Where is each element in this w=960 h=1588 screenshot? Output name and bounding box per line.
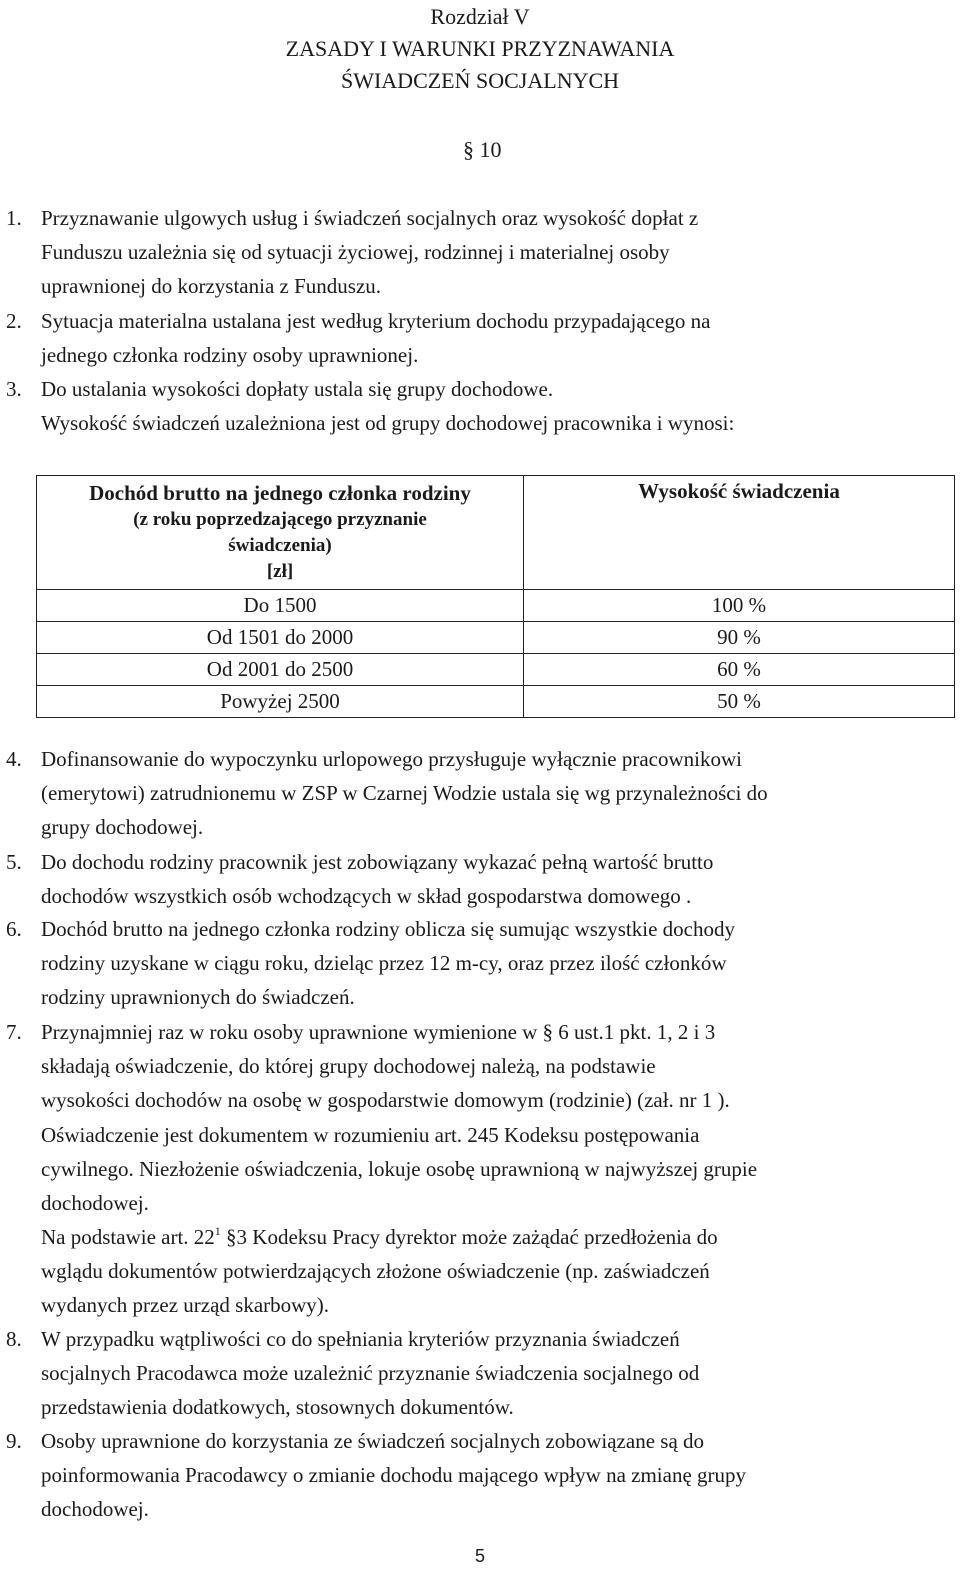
item-number: 4. <box>6 747 22 771</box>
item-text-line: Oświadczenie jest dokumentem w rozumieniu art. 245 Kodeksu postępowania <box>41 1122 700 1147</box>
list-item <box>41 304 946 372</box>
chapter-subtitle-line1: ZASADY I WARUNKI PRZYZNAWANIA <box>285 36 675 61</box>
item-text-line: Przyznawanie ulgowych usług i świadczeń socjalnych oraz wysokość dopłat z <box>41 206 699 230</box>
item-text-line: W przypadku wątpliwości co do spełniania kryteriów przyznania świadczeń <box>41 1327 680 1351</box>
item-text-line: rodziny uzyskane w ciągu roku, dzieląc przez 12 m-cy, oraz przez ilość członków <box>41 951 727 976</box>
item-text-line: (emerytowi) zatrudnionemu w ZSP w Czarnej Wodzie ustala się wg przynależności do <box>41 781 768 806</box>
list-item <box>41 1015 946 1220</box>
item-text-line: przedstawienia dodatkowych, stosownych dokumentów. <box>41 1395 514 1420</box>
income-cell: Powyżej 2500 <box>37 686 524 718</box>
text-segment: Na podstawie art. 22 <box>41 1225 215 1249</box>
income-header-main: Dochód brutto na jednego członka rodziny <box>89 481 471 505</box>
item-text-line: Do dochodu rodziny pracownik jest zobowiązany wykazać pełną wartość brutto <box>41 850 714 874</box>
benefit-header-cell: Wysokość świadczenia <box>524 476 955 590</box>
item-number: 7. <box>6 1020 22 1044</box>
item-text-line: uprawnionej do korzystania z Funduszu. <box>41 274 382 299</box>
item-text-line: składają oświadczenie, do której grupy dochodowej należą, na podstawie <box>41 1054 656 1079</box>
article-superscript: 1 <box>214 1224 221 1238</box>
chapter-title: Rozdział V <box>430 4 530 29</box>
table-row <box>37 654 955 686</box>
income-header-cell <box>37 476 524 590</box>
item-text-line: cywilnego. Niezłożenie oświadczenia, lokuje osobę uprawnioną w najwyższej grupie <box>41 1156 758 1181</box>
item-text-line: poinformowania Pracodawcy o zmianie dochodu mającego wpływ na zmianę grupy <box>41 1463 747 1488</box>
benefit-cell: 100 % <box>524 590 955 622</box>
item-text-line: wysokości dochodów na osobę w gospodarstwie domowym (rodzinie) (zał. nr 1 ). <box>41 1088 730 1113</box>
page-number: 5 <box>474 1546 485 1566</box>
item-number: 3. <box>6 377 22 401</box>
item-number: 1. <box>6 206 22 230</box>
item-text-line: rodziny uprawnionych do świadczeń. <box>41 985 355 1010</box>
list-item <box>41 1322 946 1425</box>
income-benefit-table <box>36 475 955 718</box>
item-text-line: dochodowej. <box>41 1191 149 1216</box>
item-text-line: Funduszu uzależnia się od sytuacji życiowej, rodzinnej i materialnej osoby <box>41 240 670 265</box>
list-item <box>41 201 946 304</box>
chapter-subtitle-line2: ŚWIADCZEŃ SOCJALNYCH <box>340 68 620 93</box>
benefit-cell: 90 % <box>524 622 955 654</box>
item-number: 5. <box>6 850 22 874</box>
table-row <box>37 622 955 654</box>
table-intro-line: Wysokość świadczeń uzależniona jest od grupy dochodowej pracownika i wynosi: <box>41 411 735 435</box>
income-cell: Do 1500 <box>37 590 524 622</box>
item-number: 6. <box>6 917 22 941</box>
section-number: § 10 <box>463 137 502 162</box>
item-number: 2. <box>6 309 22 333</box>
table-intro-text <box>41 406 734 440</box>
item-text-line: socjalnych Pracodawca może uzależnić przyznanie świadczenia socjalnego od <box>41 1361 700 1386</box>
list-item <box>41 372 946 406</box>
list-item <box>41 845 946 913</box>
benefit-cell: 50 % <box>524 686 955 718</box>
table-row <box>37 590 955 622</box>
benefit-cell: 60 % <box>524 654 955 686</box>
table-header-row <box>37 476 955 590</box>
list-item <box>41 912 946 1015</box>
item-text-line: dochodów wszystkich osób wchodzących w skład gospodarstwa domowego . <box>41 884 692 909</box>
item-text-line: wglądu dokumentów potwierdzających złożone oświadczenie (np. zaświadczeń <box>41 1259 710 1284</box>
item-number: 9. <box>6 1429 22 1453</box>
item-text-line: Osoby uprawnione do korzystania ze świadczeń socjalnych zobowiązane są do <box>41 1429 705 1453</box>
income-header-sub: świadczenia) <box>228 535 332 556</box>
table-row <box>37 686 955 718</box>
item-number: 8. <box>6 1327 22 1351</box>
income-header-sub: (z roku poprzedzającego przyznanie <box>133 509 427 530</box>
list-item <box>41 1424 946 1527</box>
list-item <box>41 742 946 845</box>
item-text-line <box>41 1220 946 1254</box>
item-text-line: wydanych przez urząd skarbowy). <box>41 1293 330 1318</box>
income-cell: Od 1501 do 2000 <box>37 622 524 654</box>
item-text-line: Do ustalania wysokości dopłaty ustala się grupy dochodowe. <box>41 377 554 401</box>
item-text-line: Dochód brutto na jednego członka rodziny oblicza się sumując wszystkie dochody <box>41 917 735 941</box>
item-text-line: grupy dochodowej. <box>41 815 204 840</box>
text-segment: §3 Kodeksu Pracy dyrektor może zażądać przedłożenia do <box>220 1225 718 1249</box>
income-cell: Od 2001 do 2500 <box>37 654 524 686</box>
list-item-continuation <box>41 1220 946 1323</box>
item-text-line: Dofinansowanie do wypoczynku urlopowego przysługuje wyłącznie pracownikowi <box>41 747 742 771</box>
item-text-line: Sytuacja materialna ustalana jest według kryterium dochodu przypadającego na <box>41 309 711 333</box>
income-header-unit: [zł] <box>266 561 294 582</box>
item-text-line: dochodowej. <box>41 1497 149 1522</box>
item-text-line: Przynajmniej raz w roku osoby uprawnione wymienione w § 6 ust.1 pkt. 1, 2 i 3 <box>41 1020 716 1044</box>
item-text-line: jednego członka rodziny osoby uprawnionej. <box>41 343 419 368</box>
